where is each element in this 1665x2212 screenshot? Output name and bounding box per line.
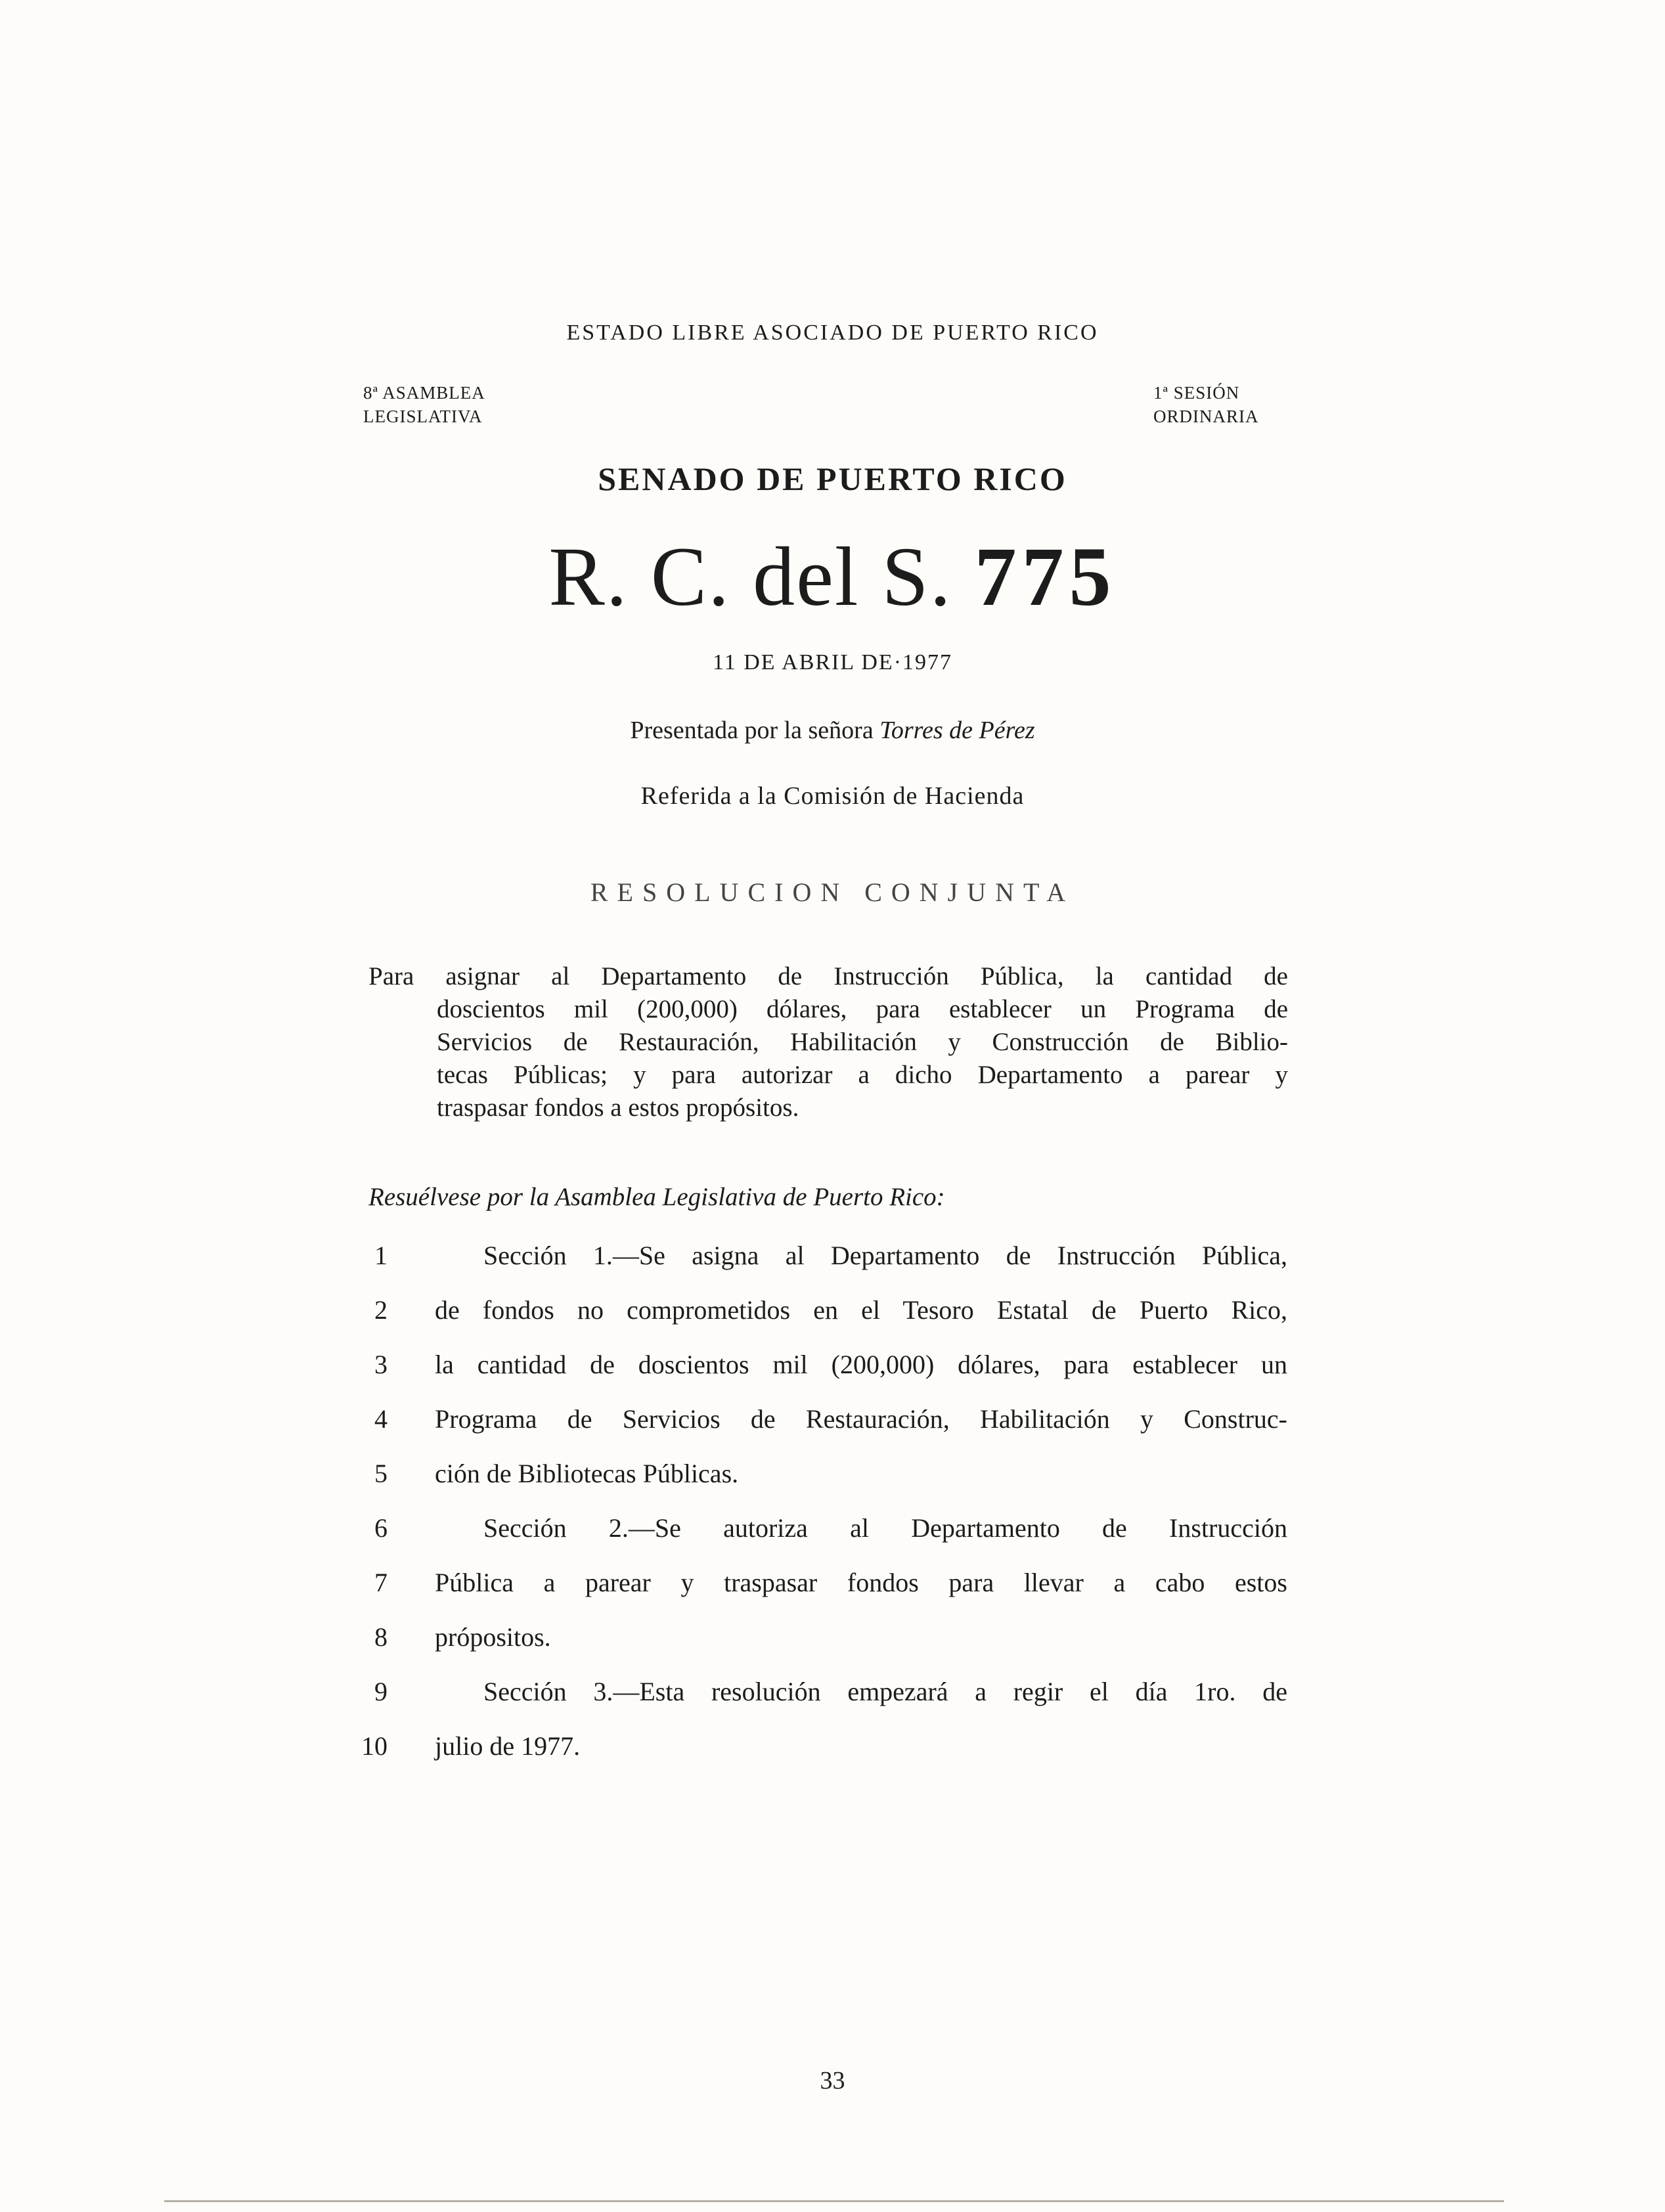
line-text: de fondos no comprometidos en el Tesoro Estatal de Puerto Rico,: [435, 1295, 1287, 1325]
purpose-line: Servicios de Restauración, Habilitación y Construcción de Biblio-: [437, 1028, 1288, 1056]
assembly-line-1: 8ª ASAMBLEA: [363, 383, 485, 403]
enacting-clause: Resuélvese por la Asamblea Legislativa de Puerto Rico:: [368, 1183, 945, 1211]
session-line-2: ORDINARIA: [1153, 407, 1259, 426]
numbered-line: [342, 1458, 1287, 1497]
line-number: 7: [374, 1568, 388, 1597]
line-number: 6: [374, 1513, 388, 1543]
line-text: Sección 3.—Esta resolución empezará a regir el día 1ro. de: [483, 1677, 1287, 1706]
presented-prefix: Presentada por la señora: [630, 717, 874, 744]
line-number: 8: [374, 1622, 388, 1652]
line-number: 10: [361, 1731, 388, 1761]
line-number: 1: [374, 1241, 388, 1270]
line-text: ción de Bibliotecas Públicas.: [435, 1459, 739, 1488]
purpose-line: tecas Públicas; y para autorizar a dicho Departamento a parear y: [437, 1061, 1288, 1089]
bill-identifier: [0, 529, 1665, 625]
line-number: 5: [374, 1459, 388, 1488]
purpose-line: Para asignar al Departamento de Instrucción Pública, la cantidad de: [368, 962, 1288, 990]
line-text: Programa de Servicios de Restauración, Habilitación y Construc-: [435, 1404, 1287, 1434]
numbered-line: [342, 1622, 1287, 1661]
resolution-title: RESOLUCION CONJUNTA: [590, 877, 1075, 907]
session-line-1: 1ª SESIÓN: [1153, 383, 1240, 403]
line-text: própositos.: [435, 1622, 551, 1652]
bottom-edge-rule: [164, 2200, 1504, 2202]
bill-number: 775: [974, 530, 1117, 623]
bill-date: 11 DE ABRIL DE·1977: [712, 650, 953, 675]
numbered-line: [342, 1567, 1287, 1606]
presented-by: [0, 716, 1665, 745]
line-number: 9: [374, 1677, 388, 1706]
assembly-line-2: LEGISLATIVA: [363, 407, 483, 426]
line-number: 4: [374, 1404, 388, 1434]
numbered-line: [342, 1513, 1287, 1552]
state-header: ESTADO LIBRE ASOCIADO DE PUERTO RICO: [566, 321, 1099, 345]
line-text: Sección 1.—Se asigna al Departamento de Instrucción Pública,: [483, 1241, 1287, 1270]
numbered-line: [342, 1240, 1287, 1279]
purpose-line: traspasar fondos a estos propósitos.: [437, 1094, 799, 1122]
page-number: 33: [820, 2067, 845, 2094]
assembly-label: [363, 381, 485, 428]
numbered-line: [342, 1731, 1287, 1770]
line-text: la cantidad de doscientos mil (200,000) dólares, para establecer un: [435, 1350, 1287, 1379]
purpose-line: doscientos mil (200,000) dólares, para establecer un Programa de: [437, 995, 1288, 1023]
line-number: 3: [374, 1350, 388, 1379]
session-label: [1153, 381, 1259, 428]
line-text: Pública a parear y traspasar fondos para llevar a cabo estos: [435, 1568, 1287, 1597]
senate-title: SENADO DE PUERTO RICO: [598, 460, 1067, 497]
line-text: julio de 1977.: [435, 1731, 581, 1761]
numbered-line: [342, 1676, 1287, 1715]
purpose-paragraph: [368, 960, 1288, 1124]
line-number: 2: [374, 1295, 388, 1325]
presenter-name: Torres de Pérez: [879, 717, 1035, 744]
line-text: Sección 2.—Se autoriza al Departamento de Instrucción: [483, 1513, 1287, 1543]
referred-to: Referida a la Comisión de Hacienda: [640, 782, 1025, 810]
bill-prefix: R. C. del S.: [548, 530, 952, 623]
numbered-line: [342, 1349, 1287, 1388]
numbered-line: [342, 1294, 1287, 1334]
numbered-line: [342, 1404, 1287, 1443]
